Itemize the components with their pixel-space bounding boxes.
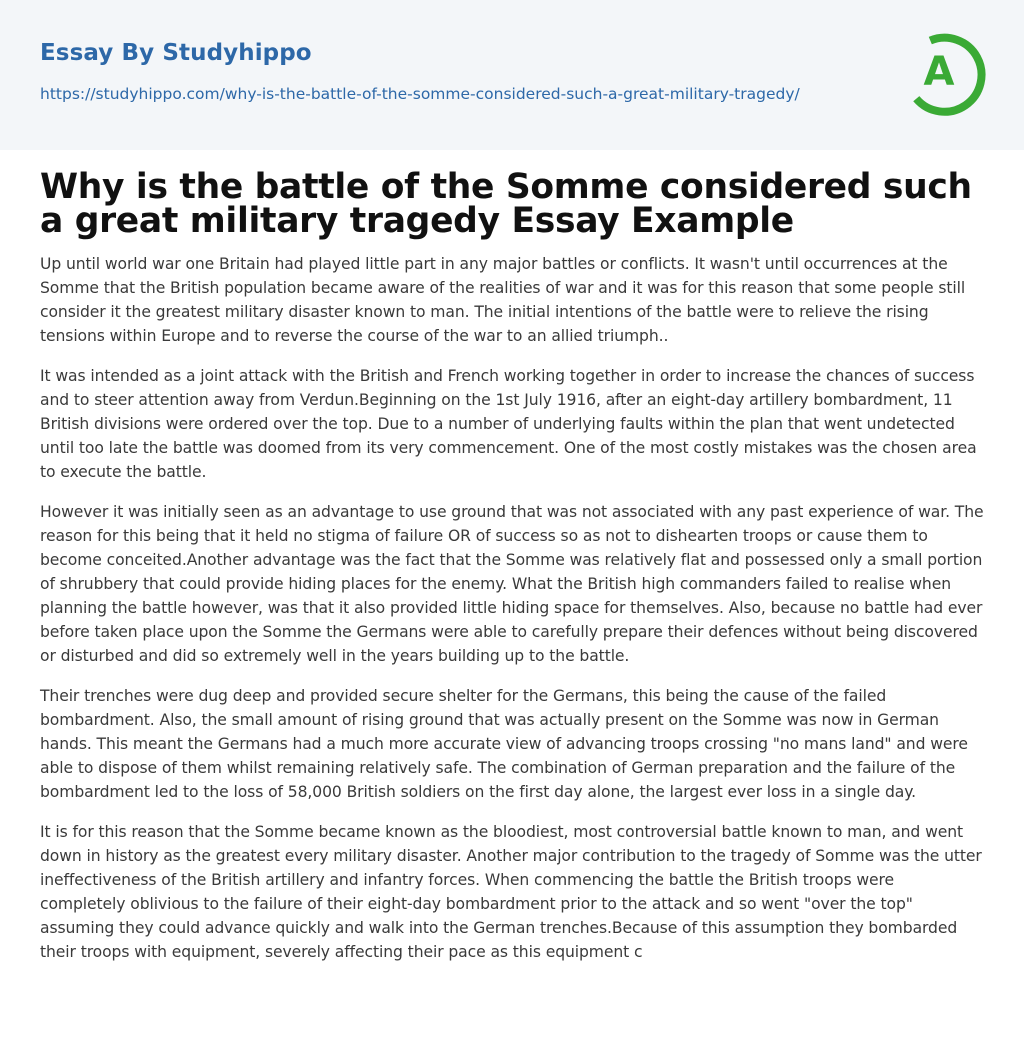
studyhippo-logo-icon xyxy=(908,28,988,116)
site-header xyxy=(0,0,1024,150)
paragraph-2: It was intended as a joint attack with the British and French working together in order to increase the chances of success and to steer attention away from Verdun.Beginning on the 1st July 1916, after an eight-day artillery bombardment, 11 British divisions were ordered over the top. Due to a number of underlying faults within the plan that went undetected until too late the battle was doomed from its very commencement. One of the most costly mistakes was the chosen area to execute the battle. xyxy=(40,367,977,481)
brand-title: Essay By Studyhippo xyxy=(40,40,312,66)
essay-title: Why is the battle of the Somme considered such a great military tragedy Essay Example xyxy=(40,167,972,241)
paragraph-1: Up until world war one Britain had played little part in any major battles or conflicts. It wasn't until occurrences at the Somme that the British population became aware of the realities of war and it was for this reason that some people still consider it the greatest military disaster known to man. The initial intentions of the battle were to relieve the rising tensions within Europe and to reverse the course of the war to an allied triumph.. xyxy=(40,255,966,345)
source-url-link[interactable]: https://studyhippo.com/why-is-the-battle-of-the-somme-considered-such-a-great-military-tragedy/ xyxy=(40,85,800,103)
logo-letter: A xyxy=(923,49,955,95)
article-body xyxy=(0,167,1024,964)
paragraph-5: It is for this reason that the Somme became known as the bloodiest, most controversial battle known to man, and went down in history as the greatest every military disaster. Another major contribution to the tragedy of Somme was the utter ineffectiveness of the British artillery and infantry forces. When commencing the battle the British troops were completely oblivious to the failure of their eight-day bombardment prior to the attack and so went "over the top" assuming they could advance quickly and walk into the German trenches.Because of this assumption they bombarded their troops with equipment, severely affecting their pace as this equipment c xyxy=(40,823,982,961)
paragraph-3: However it was initially seen as an advantage to use ground that was not associated with any past experience of war. The reason for this being that it held no stigma of failure OR of success so as not to dishearten troops or cause them to become conceited.Another advantage was the fact that the Somme was relatively flat and possessed only a small portion of shrubbery that could provide hiding places for the enemy. What the British high commanders failed to realise when planning the battle however, was that it also provided little hiding space for themselves. Also, because no battle had ever before taken place upon the Somme the Germans were able to carefully prepare their defences without being discovered or disturbed and did so extremely well in the years building up to the battle. xyxy=(40,503,984,665)
paragraph-4: Their trenches were dug deep and provided secure shelter for the Germans, this being the cause of the failed bombardment. Also, the small amount of rising ground that was actually present on the Somme was now in German hands. This meant the Germans had a much more accurate view of advancing troops crossing "no mans land" and were able to dispose of them whilst remaining relatively safe. The combination of German preparation and the failure of the bombardment led to the loss of 58,000 British soldiers on the first day alone, the largest ever loss in a single day. xyxy=(40,687,968,801)
